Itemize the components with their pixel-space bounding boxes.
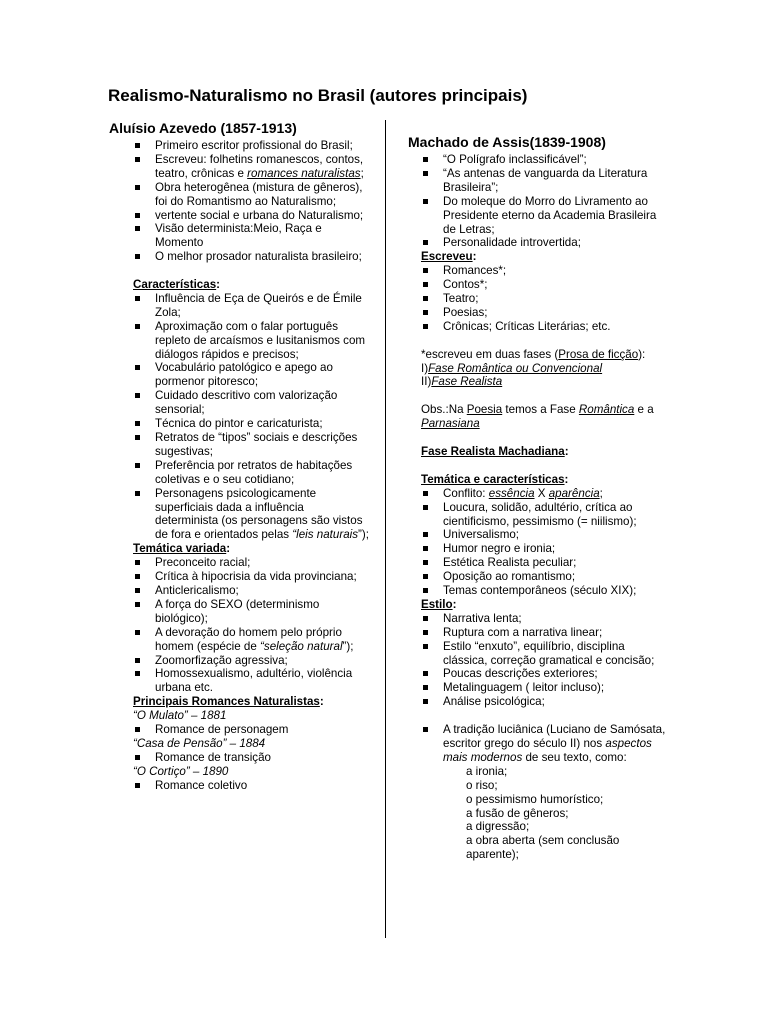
list-item: Personagens psicologicamente superficiais dada a influência determinista (os personagens são vistos de fora e orientados pelas “leis naturais”); xyxy=(133,487,370,543)
section-heading-escreveu: Escreveu: xyxy=(421,250,477,264)
list-item: Humor negro e ironia; xyxy=(421,542,666,556)
column-divider xyxy=(385,120,386,938)
list-item: Romances*; xyxy=(421,264,666,278)
list-item: vertente social e urbana do Naturalismo; xyxy=(133,209,370,223)
escreveu-list xyxy=(421,264,666,334)
fases-note: *escreveu em duas fases (Prosa de ficção): xyxy=(421,347,646,361)
list-item: “O Polígrafo inclassificável”; xyxy=(421,153,666,167)
list-item: a fusão de gêneros; xyxy=(466,806,569,820)
list-item: Contos*; xyxy=(421,278,666,292)
list-item: Escreveu: folhetins romanescos, contos, teatro, crônicas e romances naturalistas; xyxy=(133,153,370,181)
page-title: Realismo-Naturalismo no Brasil (autores principais) xyxy=(108,86,528,105)
romance-title: “O Mulato” – 1881 xyxy=(133,709,227,723)
list-item: Poesias; xyxy=(421,306,666,320)
author-heading-machado: Machado de Assis(1839-1908) xyxy=(408,134,606,150)
list-item: Estilo “enxuto”, equilíbrio, disciplina clássica, correção gramatical e concisão; xyxy=(421,640,666,668)
list-item: Universalismo; xyxy=(421,528,666,542)
list-item: Temas contemporâneos (século XIX); xyxy=(421,584,666,598)
tradicao-list xyxy=(421,723,666,765)
list-item: Influência de Eça de Queirós e de Émile Zola; xyxy=(133,292,370,320)
list-item: Técnica do pintor e caricaturista; xyxy=(133,417,370,431)
list-item: Homossexualismo, adultério, violência urbana etc. xyxy=(133,667,370,695)
caracteristicas-list xyxy=(133,292,370,542)
list-item: Crônicas; Críticas Literárias; etc. xyxy=(421,320,666,334)
section-heading-tematica-caracteristicas: Temática e características: xyxy=(421,472,569,486)
list-item: Personalidade introvertida; xyxy=(421,236,666,250)
list-item: Análise psicológica; xyxy=(421,695,666,709)
list-item: Aproximação com o falar português repleto de arcaísmos e lusitanismos com diálogos rápidos e precisos; xyxy=(133,320,370,362)
list-item: A força do SEXO (determinismo biológico); xyxy=(133,598,370,626)
list-item: Conflito: essência X aparência; xyxy=(421,487,666,501)
list-item: A devoração do homem pelo próprio homem (espécie de “seleção natural”); xyxy=(133,626,370,654)
list-item: a digressão; xyxy=(466,820,530,834)
list-item: “As antenas de vanguarda da Literatura Brasileira”; xyxy=(421,167,666,195)
list-item: Oposição ao romantismo; xyxy=(421,570,666,584)
section-heading-tematica: Temática variada: xyxy=(133,542,231,556)
romance-title: “O Cortiço” – 1890 xyxy=(133,764,229,778)
machado-tematica-list xyxy=(421,487,666,598)
list-item: Romance de personagem xyxy=(133,723,370,737)
list-item: Teatro; xyxy=(421,292,666,306)
list-item: Primeiro escritor profissional do Brasil; xyxy=(133,139,370,153)
list-item: Zoomorfização agressiva; xyxy=(133,654,370,668)
list-item: Crítica à hipocrisia da vida provinciana; xyxy=(133,570,370,584)
fase-realista: II)Fase Realista xyxy=(421,375,503,389)
list-item: a obra aberta (sem conclusão aparente); xyxy=(466,834,620,862)
list-item: o pessimismo humorístico; xyxy=(466,792,604,806)
section-heading-fase-realista: Fase Realista Machadiana: xyxy=(421,444,569,458)
list-item: Retratos de “tipos” sociais e descrições sugestivas; xyxy=(133,431,370,459)
machado-intro-list xyxy=(421,153,666,250)
aluisio-intro-list xyxy=(133,139,370,264)
aspectos-list xyxy=(421,765,666,862)
list-item: Visão determinista:Meio, Raça e Momento xyxy=(133,222,370,250)
list-item: Estética Realista peculiar; xyxy=(421,556,666,570)
column-machado-de-assis xyxy=(398,134,666,862)
list-item: Vocabulário patológico e apego ao pormenor pitoresco; xyxy=(133,361,370,389)
list-item: Romance coletivo xyxy=(133,779,370,793)
section-heading-romances: Principais Romances Naturalistas: xyxy=(133,695,324,709)
romance-title: “Casa de Pensão” – 1884 xyxy=(133,736,266,750)
section-heading-estilo: Estilo: xyxy=(421,597,457,611)
section-heading-caracteristicas: Características: xyxy=(133,278,221,292)
column-aluisio-azevedo xyxy=(108,120,370,793)
list-item: A tradição luciânica (Luciano de Samósata, escritor grego do século II) nos aspectos mais modernos de seu texto, como: xyxy=(421,723,666,765)
list-item: o riso; xyxy=(466,778,498,792)
list-item: O melhor prosador naturalista brasileiro; xyxy=(133,250,370,264)
list-item: Loucura, solidão, adultério, crítica ao cientificismo, pessimismo (= niilismo); xyxy=(421,501,666,529)
estilo-list xyxy=(421,612,666,709)
list-item: Romance de transição xyxy=(133,751,370,765)
list-item: Preferência por retratos de habitações coletivas e o seu cotidiano; xyxy=(133,459,370,487)
list-item: Ruptura com a narrativa linear; xyxy=(421,626,666,640)
author-heading-aluisio: Aluísio Azevedo (1857-1913) xyxy=(109,120,297,136)
list-item: a ironia; xyxy=(466,764,508,778)
list-item: Poucas descrições exteriores; xyxy=(421,667,666,681)
obs-note: Obs.:Na Poesia temos a Fase Romântica e a Parnasiana xyxy=(421,403,654,431)
list-item: Cuidado descritivo com valorização sensorial; xyxy=(133,389,370,417)
fase-romantica: I)Fase Romântica ou Convencional xyxy=(421,361,603,375)
list-item: Preconceito racial; xyxy=(133,556,370,570)
list-item: Obra heterogênea (mistura de gêneros), foi do Romantismo ao Naturalismo; xyxy=(133,181,370,209)
list-item: Do moleque do Morro do Livramento ao Presidente eterno da Academia Brasileira de Letras; xyxy=(421,195,666,237)
list-item: Anticlericalismo; xyxy=(133,584,370,598)
list-item: Narrativa lenta; xyxy=(421,612,666,626)
list-item: Metalinguagem ( leitor incluso); xyxy=(421,681,666,695)
tematica-list xyxy=(133,556,370,695)
